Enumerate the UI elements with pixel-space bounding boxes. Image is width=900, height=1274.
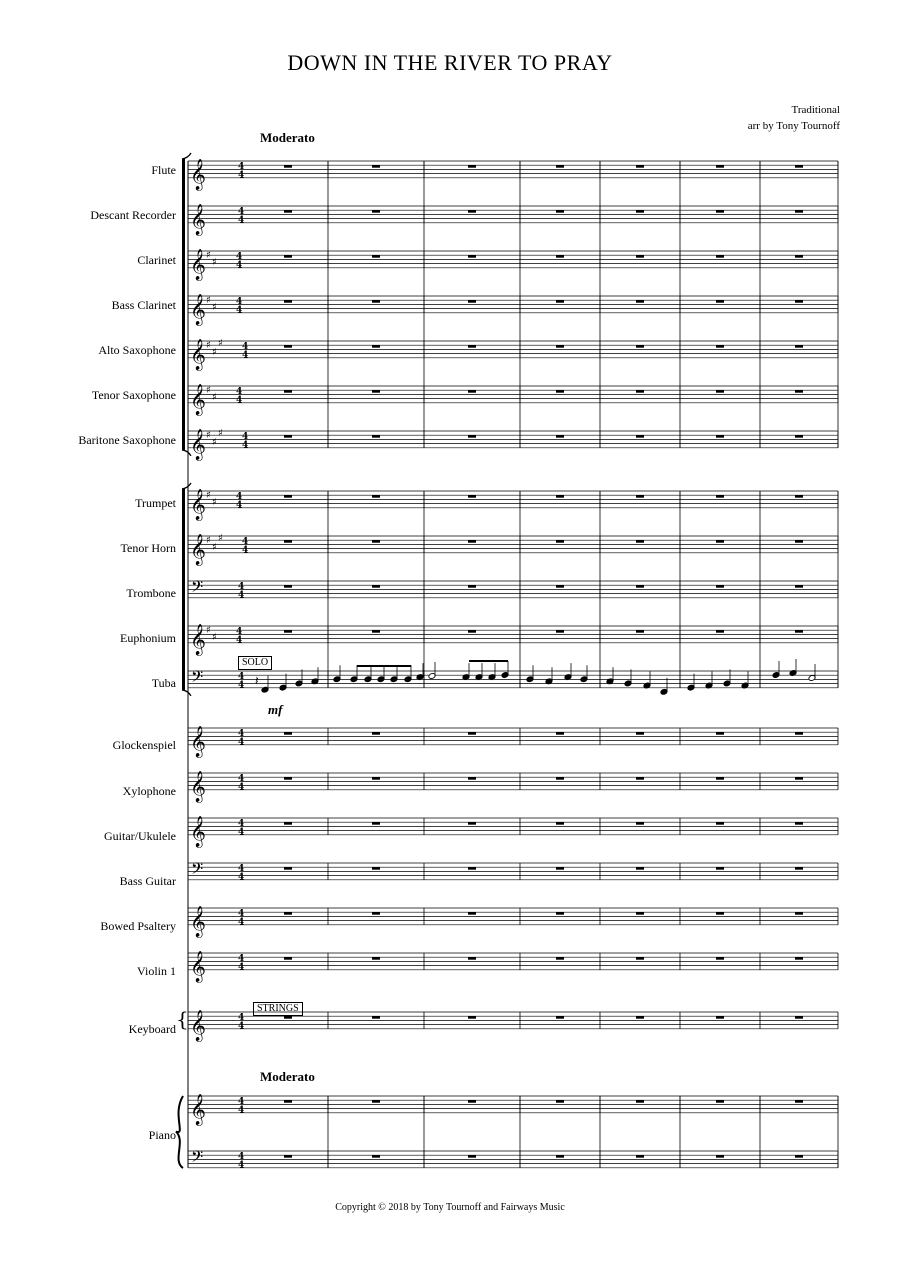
sharp-icon: ♯ <box>212 302 217 313</box>
whole-rest <box>468 867 476 870</box>
whole-rest <box>372 912 380 915</box>
whole-rest <box>284 435 292 438</box>
solo-marking: SOLO <box>238 656 272 670</box>
whole-rest <box>468 345 476 348</box>
sharp-icon: ♯ <box>218 428 223 439</box>
sharp-icon: ♯ <box>206 385 211 396</box>
whole-rest <box>556 300 564 303</box>
whole-rest <box>556 777 564 780</box>
whole-rest <box>636 1016 644 1019</box>
sharp-icon: ♯ <box>206 250 211 261</box>
instrument-label: Tenor Horn <box>120 541 176 555</box>
instrument-label: Bowed Psaltery <box>100 919 176 933</box>
time-signature-top: 4 <box>236 252 243 262</box>
whole-rest <box>795 777 803 780</box>
treble-clef-icon: 𝄞 <box>190 906 206 937</box>
whole-rest <box>284 255 292 258</box>
sharp-icon: ♯ <box>212 542 217 553</box>
whole-rest <box>636 345 644 348</box>
whole-rest <box>556 1100 564 1103</box>
whole-rest <box>716 210 724 213</box>
whole-rest <box>556 255 564 258</box>
instrument-label: Flute <box>151 163 176 177</box>
time-signature-bottom: 4 <box>238 872 245 883</box>
instrument-label: Violin 1 <box>137 964 176 978</box>
whole-rest <box>795 822 803 825</box>
whole-rest <box>468 435 476 438</box>
whole-rest <box>284 732 292 735</box>
whole-rest <box>468 300 476 303</box>
whole-rest <box>716 1016 724 1019</box>
whole-rest <box>468 1100 476 1103</box>
bass-clef-icon: 𝄢 <box>191 578 204 600</box>
treble-clef-icon: 𝄞 <box>190 429 206 460</box>
treble-clef-icon: 𝄞 <box>190 339 206 370</box>
time-signature-bottom: 4 <box>236 305 243 316</box>
copyright-notice: Copyright © 2018 by Tony Tournoff and Fairways Music <box>335 1202 565 1213</box>
time-signature-top: 4 <box>238 954 245 964</box>
sharp-icon: ♯ <box>212 392 217 403</box>
time-signature-bottom: 4 <box>238 1021 245 1032</box>
whole-rest <box>636 630 644 633</box>
whole-rest <box>556 1155 564 1158</box>
time-signature-top: 4 <box>236 387 243 397</box>
whole-rest <box>795 957 803 960</box>
time-signature-bottom: 4 <box>238 170 245 181</box>
instrument-label: Clarinet <box>137 253 176 267</box>
whole-rest <box>636 777 644 780</box>
whole-rest <box>372 822 380 825</box>
whole-rest <box>636 390 644 393</box>
whole-rest <box>284 867 292 870</box>
whole-rest <box>372 732 380 735</box>
brass-bracket-hook <box>182 690 191 696</box>
whole-rest <box>716 1100 724 1103</box>
time-signature-top: 4 <box>238 672 245 682</box>
whole-rest <box>284 540 292 543</box>
time-signature-bottom: 4 <box>238 680 245 691</box>
whole-rest <box>636 957 644 960</box>
whole-rest <box>636 255 644 258</box>
time-signature-top: 4 <box>238 582 245 592</box>
time-signature-top: 4 <box>238 774 245 784</box>
whole-rest <box>556 540 564 543</box>
whole-rest <box>372 630 380 633</box>
whole-rest <box>556 210 564 213</box>
whole-rest <box>284 495 292 498</box>
treble-clef-icon: 𝄞 <box>190 384 206 415</box>
instrument-label: Euphonium <box>120 631 176 645</box>
whole-rest <box>372 867 380 870</box>
sharp-icon: ♯ <box>218 338 223 349</box>
time-signature-bottom: 4 <box>238 737 245 748</box>
whole-rest <box>795 300 803 303</box>
whole-rest <box>468 540 476 543</box>
woodwind-bracket <box>182 159 185 450</box>
instrument-label: Piano <box>148 1128 176 1142</box>
instrument-label: Alto Saxophone <box>98 343 176 357</box>
whole-rest <box>556 435 564 438</box>
instrument-label: Tenor Saxophone <box>91 388 176 402</box>
treble-clef-icon: 𝄞 <box>190 294 206 325</box>
sharp-icon: ♯ <box>218 533 223 544</box>
whole-rest <box>556 585 564 588</box>
whole-rest <box>795 867 803 870</box>
whole-rest <box>284 630 292 633</box>
whole-rest <box>372 1155 380 1158</box>
time-signature-bottom: 4 <box>242 350 249 361</box>
whole-rest <box>636 210 644 213</box>
treble-clef-icon: 𝄞 <box>190 489 206 520</box>
whole-rest <box>284 822 292 825</box>
piano-brace <box>176 1096 183 1168</box>
whole-rest <box>716 495 724 498</box>
arranger-line: arr by Tony Tournoff <box>747 120 840 132</box>
whole-rest <box>636 585 644 588</box>
tempo-marking-piano: Moderato <box>260 1069 315 1084</box>
whole-rest <box>556 630 564 633</box>
whole-rest <box>636 165 644 168</box>
whole-rest <box>556 390 564 393</box>
dynamic-marking: mf <box>268 702 283 717</box>
whole-rest <box>468 495 476 498</box>
whole-rest <box>556 867 564 870</box>
treble-clef-icon: 𝄞 <box>190 534 206 565</box>
whole-rest <box>795 732 803 735</box>
treble-clef-icon: 𝄞 <box>190 204 206 235</box>
instrument-label: Descant Recorder <box>90 208 176 222</box>
whole-rest <box>468 585 476 588</box>
whole-rest <box>795 390 803 393</box>
treble-clef-icon: 𝄞 <box>190 726 206 757</box>
whole-rest <box>716 165 724 168</box>
whole-rest <box>795 345 803 348</box>
strings-marking: STRINGS <box>253 1002 303 1016</box>
whole-rest <box>468 390 476 393</box>
time-signature-bottom: 4 <box>236 260 243 271</box>
time-signature-bottom: 4 <box>238 1105 245 1116</box>
whole-rest <box>556 912 564 915</box>
whole-rest <box>716 1155 724 1158</box>
whole-rest <box>556 1016 564 1019</box>
whole-rest <box>716 630 724 633</box>
whole-rest <box>716 732 724 735</box>
whole-rest <box>556 822 564 825</box>
whole-rest <box>716 822 724 825</box>
whole-rest <box>636 1155 644 1158</box>
whole-rest <box>795 495 803 498</box>
time-signature-top: 4 <box>236 492 243 502</box>
score-title: DOWN IN THE RIVER TO PRAY <box>287 50 613 75</box>
whole-rest <box>795 540 803 543</box>
whole-rest <box>556 957 564 960</box>
time-signature-top: 4 <box>238 819 245 829</box>
whole-rest <box>716 957 724 960</box>
whole-rest <box>468 822 476 825</box>
whole-rest <box>284 345 292 348</box>
whole-rest <box>636 912 644 915</box>
time-signature-bottom: 4 <box>236 635 243 646</box>
whole-rest <box>372 495 380 498</box>
whole-rest <box>468 732 476 735</box>
whole-rest <box>468 957 476 960</box>
whole-rest <box>284 912 292 915</box>
bass-clef-icon: 𝄢 <box>191 860 204 882</box>
tempo-marking-top: Moderato <box>260 130 315 145</box>
sharp-icon: ♯ <box>206 340 211 351</box>
whole-rest <box>372 435 380 438</box>
brass-bracket <box>182 489 185 690</box>
whole-rest <box>636 300 644 303</box>
whole-rest <box>284 210 292 213</box>
time-signature-top: 4 <box>242 342 249 352</box>
whole-rest <box>795 912 803 915</box>
whole-rest <box>556 732 564 735</box>
treble-clef-icon: 𝄞 <box>190 624 206 655</box>
instrument-label: Guitar/Ukulele <box>104 829 176 843</box>
composer-line: Traditional <box>791 104 840 116</box>
whole-rest <box>795 255 803 258</box>
whole-rest <box>372 585 380 588</box>
whole-rest <box>716 912 724 915</box>
time-signature-bottom: 4 <box>242 440 249 451</box>
whole-rest <box>716 390 724 393</box>
whole-rest <box>372 1100 380 1103</box>
whole-rest <box>468 165 476 168</box>
whole-rest <box>556 165 564 168</box>
time-signature-bottom: 4 <box>238 782 245 793</box>
whole-rest <box>468 255 476 258</box>
whole-rest <box>372 345 380 348</box>
instrument-label: Glockenspiel <box>112 738 176 752</box>
time-signature-top: 4 <box>242 432 249 442</box>
bass-clef-icon: 𝄢 <box>191 668 204 690</box>
whole-rest <box>372 210 380 213</box>
time-signature-top: 4 <box>238 1097 245 1107</box>
time-signature-top: 4 <box>238 864 245 874</box>
whole-rest <box>372 1016 380 1019</box>
whole-rest <box>636 435 644 438</box>
whole-rest <box>372 777 380 780</box>
whole-rest <box>372 390 380 393</box>
whole-rest <box>716 777 724 780</box>
instrument-label: Bass Clarinet <box>111 298 176 312</box>
whole-rest <box>284 390 292 393</box>
whole-rest <box>468 1155 476 1158</box>
treble-clef-icon: 𝄞 <box>190 771 206 802</box>
whole-rest <box>716 300 724 303</box>
time-signature-bottom: 4 <box>238 917 245 928</box>
time-signature-top: 4 <box>236 627 243 637</box>
whole-rest <box>284 1016 292 1019</box>
whole-rest <box>372 957 380 960</box>
time-signature-bottom: 4 <box>236 500 243 511</box>
time-signature-top: 4 <box>238 1013 245 1023</box>
instrument-label: Trumpet <box>135 496 176 510</box>
time-signature-top: 4 <box>238 207 245 217</box>
sharp-icon: ♯ <box>206 625 211 636</box>
whole-rest <box>795 630 803 633</box>
time-signature-top: 4 <box>238 1152 245 1162</box>
whole-rest <box>284 165 292 168</box>
time-signature-bottom: 4 <box>238 215 245 226</box>
whole-rest <box>556 495 564 498</box>
whole-rest <box>636 867 644 870</box>
whole-rest <box>468 777 476 780</box>
time-signature-bottom: 4 <box>236 395 243 406</box>
treble-clef-icon: 𝄞 <box>190 816 206 847</box>
whole-rest <box>636 1100 644 1103</box>
whole-rest <box>468 912 476 915</box>
time-signature-top: 4 <box>236 297 243 307</box>
sharp-icon: ♯ <box>206 430 211 441</box>
whole-rest <box>284 585 292 588</box>
keyboard-brace-icon: { <box>176 1007 189 1031</box>
whole-rest <box>468 630 476 633</box>
whole-rest <box>284 1155 292 1158</box>
treble-clef-icon: 𝄞 <box>190 249 206 280</box>
whole-rest <box>372 540 380 543</box>
whole-rest <box>636 822 644 825</box>
instrument-label: Tuba <box>151 676 176 690</box>
whole-rest <box>716 540 724 543</box>
whole-rest <box>716 435 724 438</box>
whole-rest <box>716 255 724 258</box>
whole-rest <box>795 1100 803 1103</box>
treble-clef-icon: 𝄞 <box>190 951 206 982</box>
sharp-icon: ♯ <box>212 632 217 643</box>
sharp-icon: ♯ <box>212 437 217 448</box>
treble-clef-icon: 𝄞 <box>190 159 206 190</box>
sharp-icon: ♯ <box>206 535 211 546</box>
whole-rest <box>284 957 292 960</box>
whole-rest <box>284 777 292 780</box>
whole-rest <box>795 1155 803 1158</box>
quarter-rest-icon: 𝄽 <box>255 673 259 688</box>
treble-clef-icon: 𝄞 <box>190 1010 206 1041</box>
sharp-icon: ♯ <box>212 347 217 358</box>
whole-rest <box>372 300 380 303</box>
instrument-label: Bass Guitar <box>119 874 176 888</box>
whole-rest <box>795 210 803 213</box>
whole-rest <box>468 210 476 213</box>
sharp-icon: ♯ <box>206 295 211 306</box>
whole-rest <box>716 585 724 588</box>
sharp-icon: ♯ <box>212 497 217 508</box>
sharp-icon: ♯ <box>206 490 211 501</box>
time-signature-bottom: 4 <box>238 590 245 601</box>
instrument-label: Baritone Saxophone <box>78 433 176 447</box>
whole-rest <box>636 732 644 735</box>
whole-rest <box>468 1016 476 1019</box>
whole-rest <box>795 165 803 168</box>
time-signature-top: 4 <box>238 909 245 919</box>
bass-clef-icon: 𝄢 <box>191 1148 204 1170</box>
time-signature-top: 4 <box>238 162 245 172</box>
whole-rest <box>795 1016 803 1019</box>
time-signature-top: 4 <box>238 729 245 739</box>
whole-rest <box>795 435 803 438</box>
time-signature-bottom: 4 <box>238 1160 245 1171</box>
whole-rest <box>636 495 644 498</box>
treble-clef-icon: 𝄞 <box>190 1094 206 1125</box>
instrument-label: Trombone <box>126 586 176 600</box>
time-signature-bottom: 4 <box>242 545 249 556</box>
whole-rest <box>636 540 644 543</box>
whole-rest <box>556 345 564 348</box>
whole-rest <box>716 345 724 348</box>
time-signature-bottom: 4 <box>238 827 245 838</box>
whole-rest <box>372 255 380 258</box>
whole-rest <box>284 1100 292 1103</box>
time-signature-bottom: 4 <box>238 962 245 973</box>
instrument-label: Keyboard <box>128 1022 176 1036</box>
sharp-icon: ♯ <box>212 257 217 268</box>
whole-rest <box>284 300 292 303</box>
instrument-label: Xylophone <box>122 784 176 798</box>
time-signature-top: 4 <box>242 537 249 547</box>
whole-rest <box>372 165 380 168</box>
whole-rest <box>716 867 724 870</box>
whole-rest <box>795 585 803 588</box>
